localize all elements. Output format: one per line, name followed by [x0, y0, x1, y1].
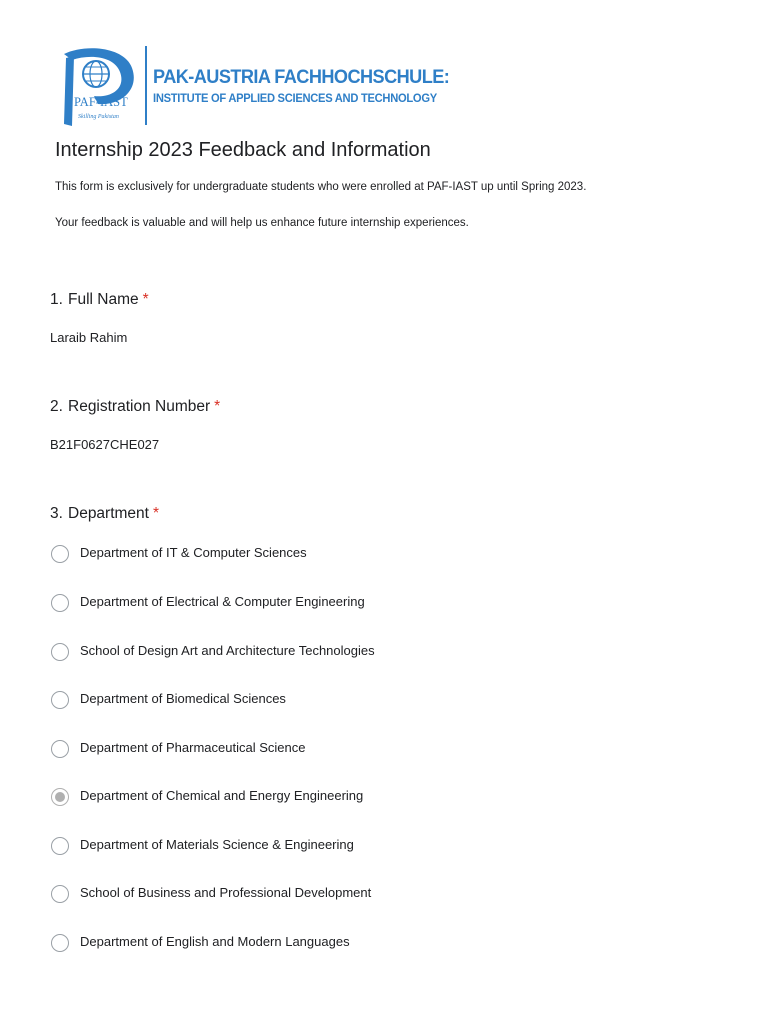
radio-button[interactable] [51, 837, 69, 855]
department-option-biomedical[interactable] [51, 691, 551, 713]
full-name-answer[interactable]: Laraib Rahim [50, 330, 128, 345]
question-2-title [68, 398, 220, 416]
option-label: Department of English and Modern Languages [80, 934, 350, 949]
institution-header [54, 44, 474, 128]
department-option-design-architecture[interactable] [51, 643, 551, 665]
question-2-number: 2. [50, 398, 63, 415]
logo-divider [145, 46, 147, 125]
radio-button[interactable] [51, 691, 69, 709]
form-title: Internship 2023 Feedback and Information [55, 139, 431, 161]
logo-tagline: Skilling Pakistan [78, 114, 119, 120]
form-description-line-2: Your feedback is valuable and will help us enhance future internship experiences. [55, 217, 469, 229]
option-label: Department of Materials Science & Engineering [80, 837, 354, 852]
question-1-title [68, 291, 149, 309]
department-option-business[interactable] [51, 885, 551, 907]
question-1-number: 1. [50, 291, 63, 308]
question-1-label: Full Name [68, 291, 139, 308]
question-3-title [68, 505, 159, 523]
department-option-chemical-energy[interactable] [51, 788, 551, 810]
radio-button[interactable] [51, 643, 69, 661]
required-asterisk: * [142, 291, 149, 308]
department-option-english[interactable] [51, 934, 551, 956]
question-3-number: 3. [50, 505, 63, 522]
option-label: Department of IT & Computer Sciences [80, 545, 307, 560]
institution-title: PAK-AUSTRIA FACHHOCHSCHULE: [153, 66, 450, 88]
option-label: Department of Electrical & Computer Engineering [80, 594, 365, 609]
institution-subtitle: INSTITUTE OF APPLIED SCIENCES AND TECHNOLOGY [153, 91, 437, 105]
radio-button[interactable] [51, 885, 69, 903]
logo-text: PAF-IAST [74, 95, 128, 109]
radio-button[interactable] [51, 934, 69, 952]
form-description-line-1: This form is exclusively for undergraduate students who were enrolled at PAF-IAST up until Spring 2023. [55, 181, 587, 193]
department-option-electrical[interactable] [51, 594, 551, 616]
radio-button-selected[interactable] [51, 788, 69, 806]
option-label: Department of Pharmaceutical Science [80, 740, 306, 755]
registration-number-answer[interactable]: B21F0627CHE027 [50, 437, 160, 452]
required-asterisk: * [152, 505, 160, 522]
radio-button[interactable] [51, 545, 69, 563]
radio-button[interactable] [51, 740, 69, 758]
question-3-label: Department [68, 505, 149, 522]
department-option-it-cs[interactable] [51, 545, 551, 567]
option-label: School of Design Art and Architecture Technologies [80, 643, 375, 658]
required-asterisk: * [214, 398, 221, 415]
paf-iast-logo-icon [54, 44, 140, 128]
option-label: Department of Biomedical Sciences [80, 691, 286, 706]
department-option-materials[interactable] [51, 837, 551, 859]
question-2-label: Registration Number [68, 398, 211, 415]
radio-button[interactable] [51, 594, 69, 612]
department-option-pharmaceutical[interactable] [51, 740, 551, 762]
option-label: School of Business and Professional Development [80, 885, 372, 900]
option-label: Department of Chemical and Energy Engineering [80, 788, 364, 803]
